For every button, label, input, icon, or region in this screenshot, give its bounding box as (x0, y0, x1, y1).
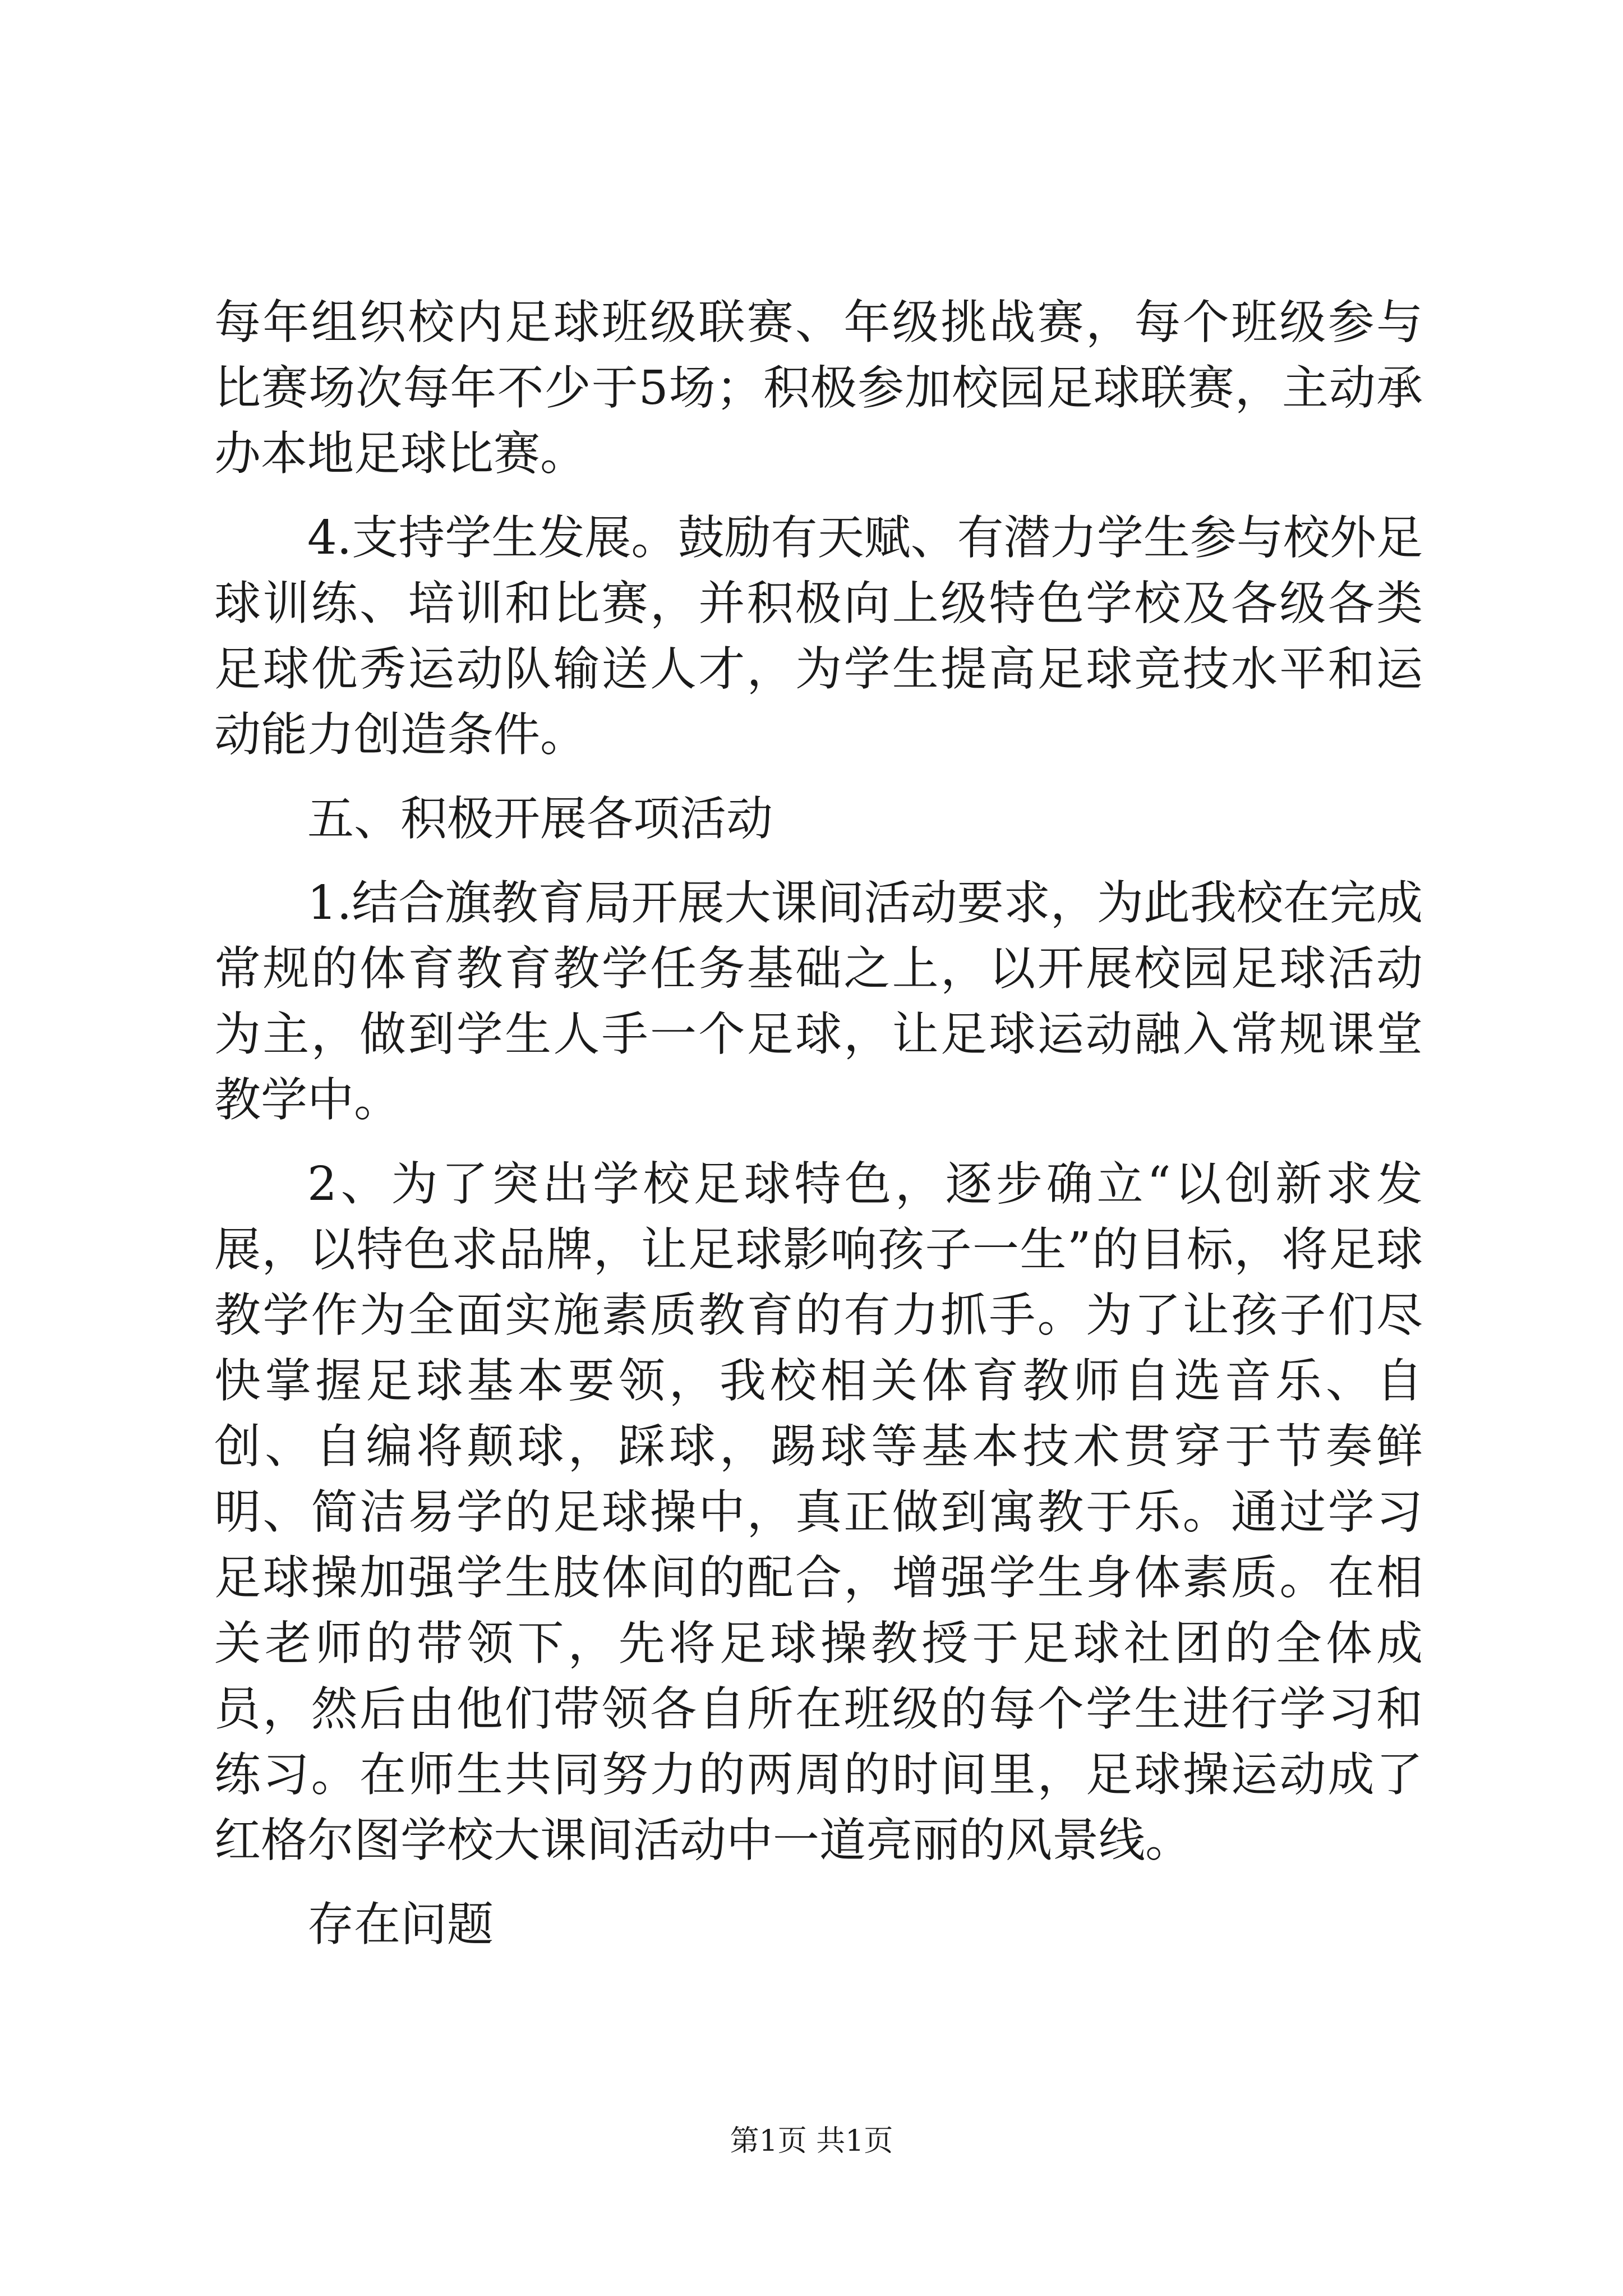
page-footer: 第1页 共1页 (730, 2124, 893, 2158)
section-heading-issues: 存在问题 (307, 1897, 494, 1952)
paragraph-support-students: 4.支持学生发展。鼓励有天赋、有潜力学生参与校外足球训练、培训和比赛，并积极向上级特色学校及各级各类足球优秀运动队输送人才，为学生提高足球竞技水平和运动能力创造条件。 (214, 510, 1423, 762)
paragraph-activity-2: 2、为了突出学校足球特色，逐步确立“以创新求发展，以特色求品牌，让足球影响孩子一生”的目标，将足球教学作为全面实施素质教育的有力抓手。为了让孩子们尽快掌握足球基本要领，我校相关体育教师自选音乐、自创、自编将颠球，踩球，踢球等基本技术贯穿于节奏鲜明、简洁易学的足球操中，真正做到寓教于乐。通过学习足球操加强学生肢体间的配合，增强学生身体素质。在相关老师的带领下，先将足球操教授于足球社团的全体成员，然后由他们带领各自所在班级的每个学生进行学习和练习。在师生共同努力的两周的时间里，足球操运动成了红格尔图学校大课间活动中一道亮丽的风景线。 (214, 1157, 1423, 1867)
section-heading-activities: 五、积极开展各项活动 (307, 792, 773, 846)
paragraph-activity-1: 1.结合旗教育局开展大课间活动要求，为此我校在完成常规的体育教育教学任务基础之上，以开展校园足球活动为主，做到学生人手一个足球，让足球运动融入常规课堂教学中。 (214, 876, 1423, 1127)
paragraph-league-continuation: 每年组织校内足球班级联赛、年级挑战赛，每个班级参与比赛场次每年不少于5场；积极参加校园足球联赛，主动承办本地足球比赛。 (214, 295, 1423, 481)
document-body (214, 289, 1423, 1976)
